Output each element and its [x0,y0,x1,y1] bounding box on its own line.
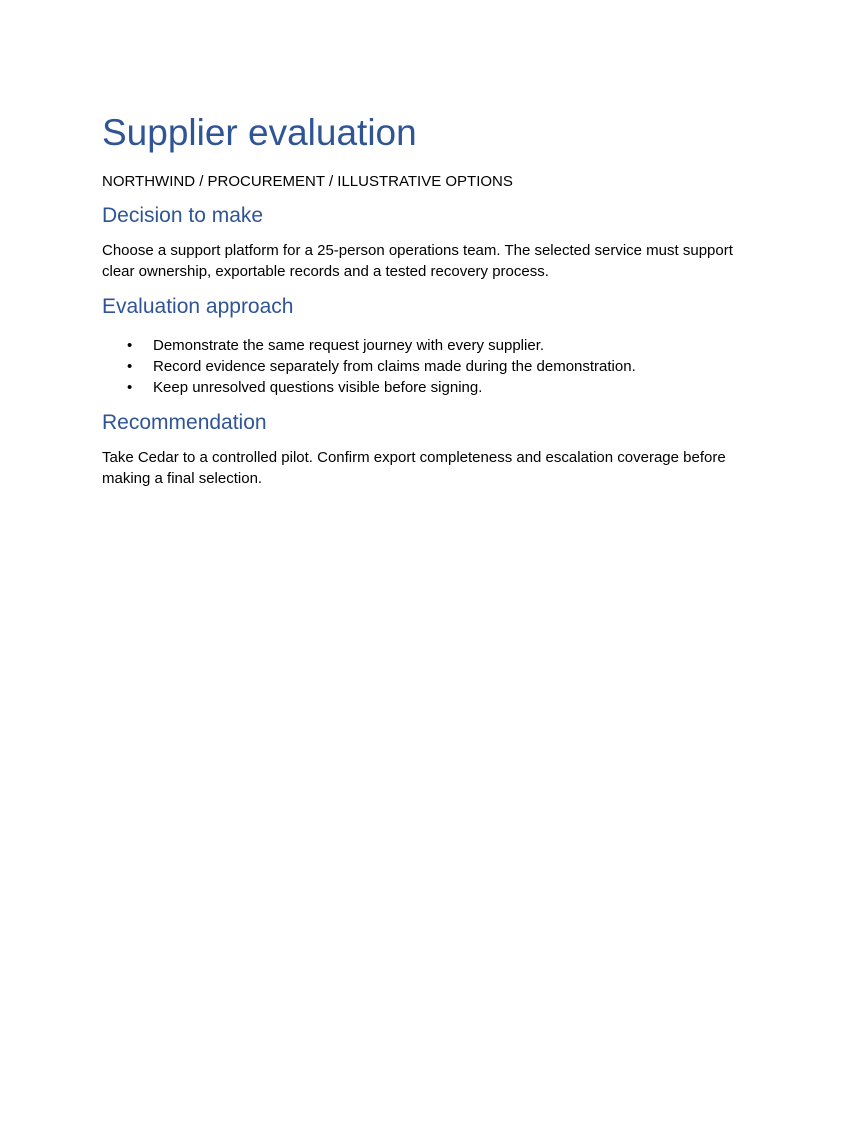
list-item-text: Demonstrate the same request journey with every supplier. [153,337,545,354]
page-title: Supplier evaluation [102,112,417,153]
breadcrumb: NORTHWIND / PROCUREMENT / ILLUSTRATIVE OPTIONS [102,173,513,190]
bullet-icon: • [127,358,133,375]
list-item [102,377,766,398]
section-text-recommendation: Take Cedar to a controlled pilot. Confirm export completeness and escalation coverage before making a final selection. [102,449,726,487]
section-heading-recommendation: Recommendation [102,411,267,434]
list-item-text: Keep unresolved questions visible before signing. [153,379,483,396]
list-item-text: Record evidence separately from claims made during the demonstration. [153,358,636,375]
bullet-icon: • [127,337,133,354]
document-page [102,108,766,489]
section-heading-decision: Decision to make [102,204,264,227]
section-text-decision: Choose a support platform for a 25-person operations team. The selected service must support clear ownership, exportable records and a tested recovery process. [102,242,733,280]
approach-bullet-list [102,335,766,398]
list-item [102,335,766,356]
list-item [102,356,766,377]
section-heading-approach: Evaluation approach [102,295,294,318]
bullet-icon: • [127,379,133,396]
